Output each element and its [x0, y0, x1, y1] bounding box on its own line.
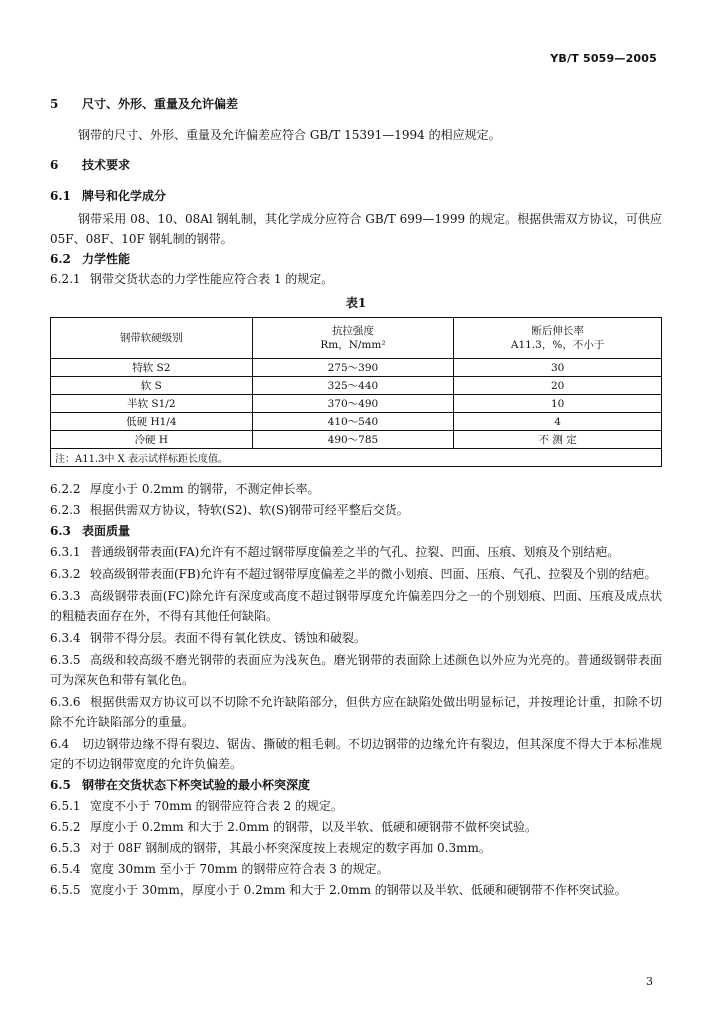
- section-6-3-2: 6.3.2 较高级钢带表面(FB)允许有不超过钢带厚度偏差之半的微小划痕、凹面、压痕、气孔、拉裂及个别的结疤。: [50, 567, 657, 581]
- section-6-3-5: 6.3.5 高级和较高级不磨光钢带的表面应为浅灰色。磨光钢带的表面除上述颜色以外应为光亮的。普通级钢带表面可为深灰色和带有氧化色。: [50, 653, 662, 687]
- table-note-row: [51, 449, 662, 467]
- section-6-5-heading: 6.5 钢带在交货状态下杯突试验的最小杯突深度: [50, 778, 311, 792]
- header-strength: 抗拉强度 Rm，N/mm²: [252, 318, 454, 359]
- section-6-3-6: 6.3.6 根据供需双方协议可以不切除不允许缺陷部分，但供方应在缺陷处做出明显标记，并按理论计重，扣除不切除不允许缺陷部分的重量。: [50, 695, 662, 729]
- table-row: 冷硬 H 490～785 不 测 定: [51, 431, 662, 449]
- section-6-3-heading: 6.3 表面质量: [50, 524, 131, 538]
- section-5-text: 钢带的尺寸、外形、重量及允许偏差应符合 GB/T 15391—1994 的相应规定。: [78, 128, 501, 142]
- table-row: 低硬 H1/4 410～540 4: [51, 413, 662, 431]
- header-elongation: 断后伸长率 A11.3，%，不小于: [454, 318, 662, 359]
- page-number: 3: [646, 975, 653, 988]
- section-6-5-4: 6.5.4 宽度 30mm 至小于 70mm 的钢带应符合表 3 的规定。: [50, 862, 389, 876]
- section-5-heading: 5 尺寸、外形、重量及允许偏差: [50, 97, 239, 111]
- table-note: 注：A11.3中 X 表示试样标距长度值。: [51, 449, 662, 467]
- section-6-4: 6.4 切边钢带边缘不得有裂边、锯齿、撕破的粗毛刺。不切边钢带的边缘允许有裂边，但其深度不得大于本标准规定的不切边钢带宽度的允许负偏差。: [50, 737, 662, 771]
- document-body: [50, 96, 662, 900]
- table-header-row: [51, 318, 662, 359]
- section-6-5-1: 6.5.1 宽度不小于 70mm 的钢带应符合表 2 的规定。: [50, 799, 343, 813]
- section-6-2-2: 6.2.2 厚度小于 0.2mm 的钢带，不测定伸长率。: [50, 482, 320, 496]
- section-6-2-3: 6.2.3 根据供需双方协议，特软(S2)、软(S)钢带可经平整后交货。: [50, 503, 409, 517]
- standard-code: YB/T 5059—2005: [550, 52, 657, 65]
- table-row: 特软 S2 275～390 30: [51, 359, 662, 377]
- section-6-2-1: 6.2.1 钢带交货状态的力学性能应符合表 1 的规定。: [50, 272, 334, 286]
- section-6-3-1: 6.3.1 普通级钢带表面(FA)允许有不超过钢带厚度偏差之半的气孔、拉裂、凹面、压痕、划痕及个别结疤。: [50, 545, 620, 559]
- section-6-5-5: 6.5.5 宽度小于 30mm，厚度小于 0.2mm 和大于 2.0mm 的钢带以及半软、低硬和硬钢带不作杯突试验。: [50, 883, 627, 897]
- table-row: 软 S 325～440 20: [51, 377, 662, 395]
- section-6-2-heading: 6.2 力学性能: [50, 252, 131, 266]
- section-6-heading: 6 技术要求: [50, 158, 131, 172]
- section-6-3-3: 6.3.3 高级钢带表面(FC)除允许有深度或高度不超过钢带厚度允许偏差四分之一的个别划痕、凹面、压痕及成点状的粗糙表面存在外，不得有其他任何缺陷。: [50, 589, 662, 623]
- table-row: 半软 S1/2 370～490 10: [51, 395, 662, 413]
- section-6-3-4: 6.3.4 钢带不得分层。表面不得有氧化铁皮、锈蚀和破裂。: [50, 631, 367, 645]
- section-6-1-text: 钢带采用 08、10、08Al 钢轧制，其化学成分应符合 GB/T 699—1999 的规定。根据供需双方协议，可供应 05F、08F、10F 钢轧制的钢带。: [50, 212, 662, 246]
- table-1-title: 表1: [345, 296, 367, 310]
- section-6-1-heading: 6.1 牌号和化学成分: [50, 189, 167, 203]
- table-1: [50, 317, 662, 467]
- section-6-5-3: 6.5.3 对于 08F 钢制成的钢带，其最小杯突深度按上表规定的数字再加 0.3mm。: [50, 841, 491, 855]
- header-grade: 钢带软硬级别: [51, 318, 253, 359]
- section-6-5-2: 6.5.2 厚度小于 0.2mm 和大于 2.0mm 的钢带，以及半软、低硬和硬钢带不做杯突试验。: [50, 820, 537, 834]
